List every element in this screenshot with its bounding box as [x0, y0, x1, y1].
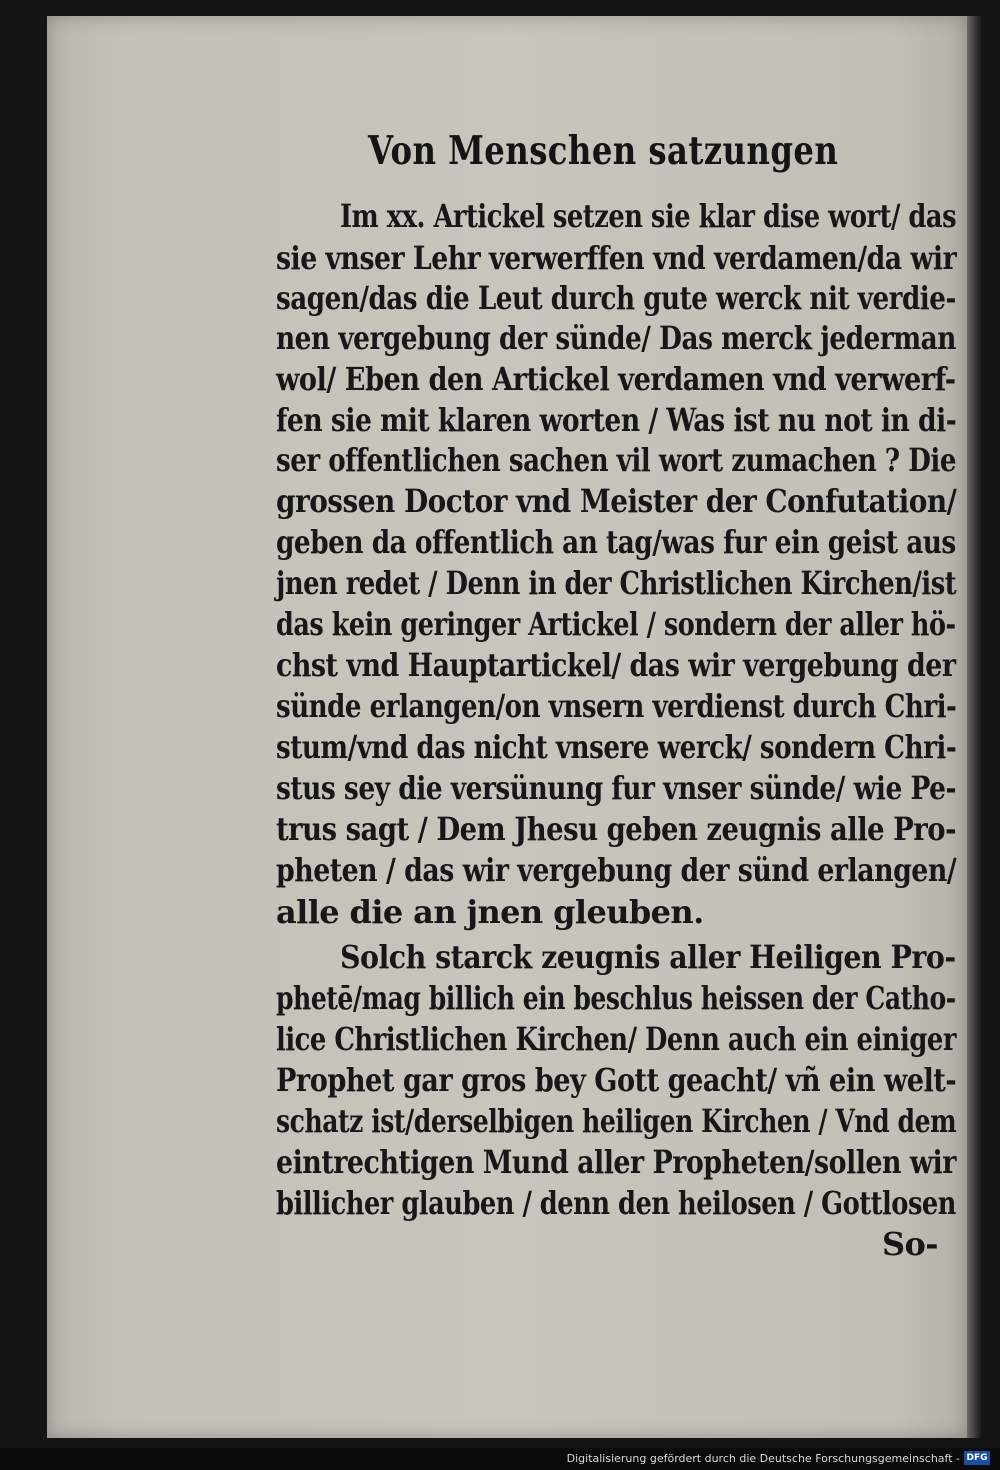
running-heading: Von Menschen satzungen: [368, 128, 839, 174]
text-line: das kein geringer Artickel / sondern der aller hö-: [276, 605, 956, 643]
text-line: lice Christlichen Kirchen/ Denn auch ein einiger: [276, 1020, 956, 1058]
text-line: wol/ Eben den Artickel verdamen vnd verwerf-: [276, 360, 956, 398]
text-line: stus sey die versünung fur vnser sünde/ wie Pe-: [276, 769, 956, 807]
text-line: jnen redet / Denn in der Christlichen Kirchen/ist: [276, 564, 957, 602]
text-line: ser offentlichen sachen vil wort zumachen ? Die: [276, 441, 956, 479]
dfg-logo: DFG: [964, 1451, 990, 1465]
text-line: pheten / das wir vergebung der sünd erlangen/: [276, 851, 957, 889]
text-line: Im xx. Artickel setzen sie klar dise wort/ das: [340, 197, 957, 235]
text-line: alle die an jnen gleuben.: [276, 893, 704, 931]
text-line: geben da offentlich an tag/was fur ein geist aus: [276, 523, 956, 561]
catchword: So-: [882, 1225, 938, 1263]
text-line: sie vnser Lehr verwerffen vnd verdamen/da wir: [276, 239, 957, 277]
text-line: stum/vnd das nicht vnsere werck/ sondern Chri-: [276, 728, 957, 766]
text-line: billicher glauben / denn den heilosen / Gottlosen: [276, 1184, 956, 1222]
text-line: schatz ist/derselbigen heiligen Kirchen / Vnd dem: [276, 1102, 957, 1140]
footer-credit: Digitalisierung gefördert durch die Deutsche Forschungsgemeinschaft -: [566, 1452, 960, 1465]
text-line: sagen/das die Leut durch gute werck nit verdie-: [276, 279, 956, 317]
text-line: Prophet gar gros bey Gott geacht/ vñ ein welt-: [276, 1061, 957, 1099]
text-line: fen sie mit klaren worten / Was ist nu not in di-: [276, 401, 957, 439]
text-line: nen vergebung der sünde/ Das merck jederman: [276, 319, 956, 357]
book-page-edge: [967, 16, 981, 1438]
text-line: grossen Doctor vnd Meister der Confutation/: [276, 482, 957, 520]
text-line: eintrechtigen Mund aller Propheten/sollen wir: [276, 1143, 956, 1181]
text-line: chst vnd Hauptartickel/ das wir vergebung der: [276, 646, 956, 684]
text-line: Solch starck zeugnis aller Heiligen Pro-: [340, 938, 956, 976]
text-line: phetē/mag billich ein beschlus heissen der Catho-: [276, 979, 956, 1017]
text-line: sünde erlangen/on vnsern verdienst durch Chri-: [276, 687, 957, 725]
text-line: trus sagt / Dem Jhesu geben zeugnis alle Pro-: [276, 810, 956, 848]
